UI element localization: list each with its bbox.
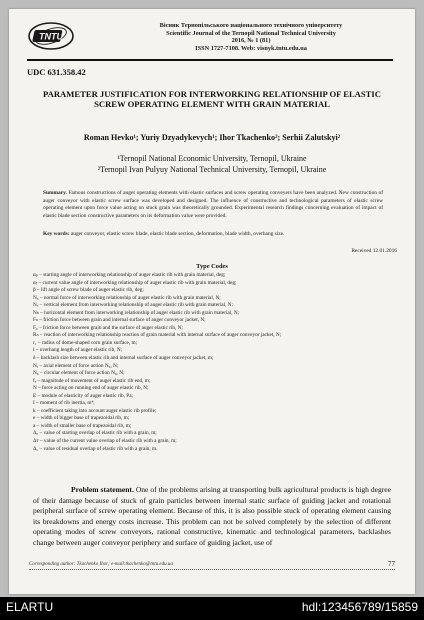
type-code-item: fₐ – magnitude of movement of auger elastic rib end, m; — [33, 377, 151, 384]
type-code-item: r₁ – radius of dome-shaped corn grain surface, m; — [33, 339, 138, 346]
problem-label: Problem statement. — [71, 485, 134, 494]
paper-title: PARAMETER JUSTIFICATION FOR INTERWORKING RELATIONSHIP OF ELASTIC SCREW OPERATING ELEMENT WITH GRAIN MATERIAL — [43, 89, 381, 110]
type-code-item: Nₕ – horizontal element from interworking relationship of auger elastic rib with grain material, N; — [33, 309, 240, 316]
tntu-logo-icon — [27, 19, 83, 53]
abstract — [43, 190, 383, 220]
journal-issn: ISSN 1727-7108. Web: visnyk.tntu.edu.ua — [195, 44, 307, 52]
keywords-text: auger conveyor, elastic screw blade, elastic blade section, deformation, blade width, overhang size. — [70, 231, 285, 237]
type-code-item: Δт – value of the current value overlap of elastic rib with a grain, m; — [33, 438, 177, 445]
type-code-item: αₜ – current value angle of interworking relationship of auger elastic rib with grain material, deg; — [33, 279, 237, 286]
footer-divider — [29, 569, 395, 570]
journal-header — [27, 19, 393, 61]
type-codes-list — [33, 272, 387, 453]
type-code-item: Nᵥ – vertical element from interworking relationship of auger elastic rib with grain material, N; — [33, 302, 233, 309]
page-number: 77 — [388, 560, 395, 568]
abstract-text: Famous constructions of auger operating elements with elastic surfaces and screw operating conveyers have been analyzed. New construction of auger conveyor with elastic screw surface was developed and designed. The influence of constructive and technological parameters of elastic screw operating element upon force value acting on stuck grain was theoretically grounded. Experimental research findings concerning evaluation of impact of elastic blade section constructive parameters on its deformation value were provided. — [43, 190, 383, 219]
affiliation-1: ¹Ternopil National Economic University, Ternopil, Ukraine — [117, 154, 307, 163]
type-code-item: e – width of bigger base of trapezoidal rib, m; — [33, 415, 130, 422]
journal-issue: 2016, № 1 (81) — [231, 37, 271, 45]
type-code-item: Nₐ – axial element of force action N₆, N; — [33, 362, 119, 369]
type-code-item: F₆ – friction force between grain and the surface of auger elastic rib, N; — [33, 324, 183, 331]
udc-code: UDC 631.358.42 — [27, 67, 86, 77]
type-code-item: Fₙ – friction force between grain and internal surface of auger conveyor jacket, N; — [33, 317, 206, 324]
type-code-item: Δ₀ – value of starting overlap of elastic rib with a grain, m; — [33, 430, 157, 437]
journal-name-en: Scientific Journal of the Ternopil National Technical University — [166, 29, 336, 37]
type-code-item: N – force acting on running end of auger elastic rib, N; — [33, 385, 149, 392]
type-code-item: αₚ – starting angle of interworking relationship of auger elastic rib with grain material, deg; — [33, 272, 226, 278]
problem-statement — [33, 485, 391, 548]
type-code-item: β – lift angle of screw blade of auger elastic rib, deg; — [33, 287, 144, 294]
affiliation-2: ²Ternopil Ivan Pulyuy National Technical University, Ternopil, Ukraine — [97, 165, 327, 174]
handle-link[interactable]: hdl:123456789/15859 — [301, 600, 418, 614]
keywords-label: Key words: — [43, 231, 70, 237]
type-code-item: Δ꜀ – value of residual overlap of elastic rib with a grain, m. — [33, 445, 158, 452]
type-code-item: N₆ – circular element of force action N₆, N; — [33, 370, 125, 377]
type-code-item: I – moment of rib inertia, m⁴; — [33, 400, 95, 407]
corresponding-author: Corresponding author: Tkachenko Ihor; e-mail:tkachenko@tntu.edu.ua — [29, 562, 173, 567]
abstract-label: Summary. — [43, 190, 67, 196]
keywords — [43, 231, 383, 239]
type-code-item: Rₙ – reaction of interworking relationship reaction of grain material with internal surface of auger conveyor jacket, N; — [33, 332, 282, 339]
type-code-item: E – module of elasticity of auger elastic rib, Pa; — [33, 392, 134, 399]
status-bar — [0, 597, 424, 620]
logo-text: TNTU — [39, 31, 63, 42]
received-date: Received 12.01.2016 — [351, 248, 397, 254]
type-code-item: N₆ – normal force of interworking relationship of auger elastic rib with grain material, N; — [33, 294, 221, 301]
author-list: Roman Hevko¹; Yuriy Dzyadykevych¹; Ihor Tkachenko²; Serhii Zalutskyi² — [83, 133, 341, 142]
document-page — [9, 9, 415, 594]
journal-header-text — [123, 22, 379, 52]
repository-name: ELARTU — [6, 600, 54, 614]
type-codes-heading: Type Codes — [196, 263, 228, 270]
problem-text: One of the problems arising at transporting bulk agricultural products is high degree of their damage because of stuck of grain particles between internal static surface of guiding jacket and rotational peripheral surface of screw operating element. Because of this, it is also possible stuck of operating element causing its breakdowns and energy costs increase. This problem can not be solved completely by the selection of different operating modes of screw conveyors, rational constructive, kinematic and technological parameters, backlashes change between auger conveyor periphery and surface of guiding jacket, use of — [33, 485, 392, 547]
type-code-item: k – coefficient taking into account auger elastic rib profile; — [33, 407, 157, 414]
type-code-item: δ – backlash size between elastic rib and internal surface of auger conveyor jacket, m; — [33, 355, 214, 362]
type-code-item: l – overhang length of auger elastic rib, N; — [33, 347, 123, 354]
type-code-item: a – width of smaller base of trapezoidal rib, m; — [33, 422, 132, 429]
journal-name-ua: Вісник Тернопільського національного технічного університету — [159, 22, 343, 29]
